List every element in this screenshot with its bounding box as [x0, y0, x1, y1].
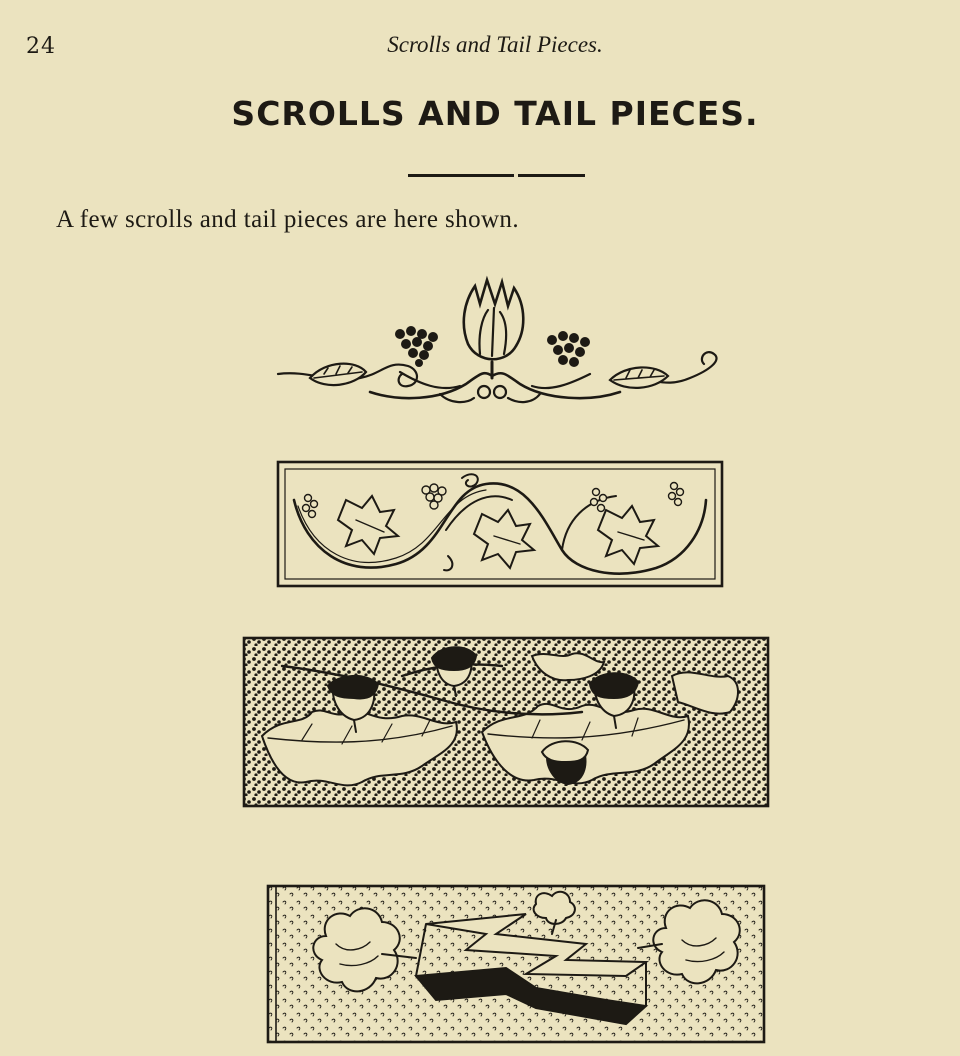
carnation-ribbon-panel: [266, 884, 766, 1044]
title-rule-left: [408, 174, 514, 177]
oak-acorn-panel: [242, 636, 770, 808]
running-head: Scrolls and Tail Pieces.: [387, 32, 603, 57]
title-rule-right: [518, 174, 585, 177]
intro-text: A few scrolls and tail pieces are here shown.: [56, 206, 519, 233]
grapevine-panel: [276, 460, 724, 588]
tulip-grape-scroll: [270, 274, 740, 414]
page-title: SCROLLS AND TAIL PIECES.: [231, 94, 759, 133]
page-number: 24: [26, 34, 56, 59]
